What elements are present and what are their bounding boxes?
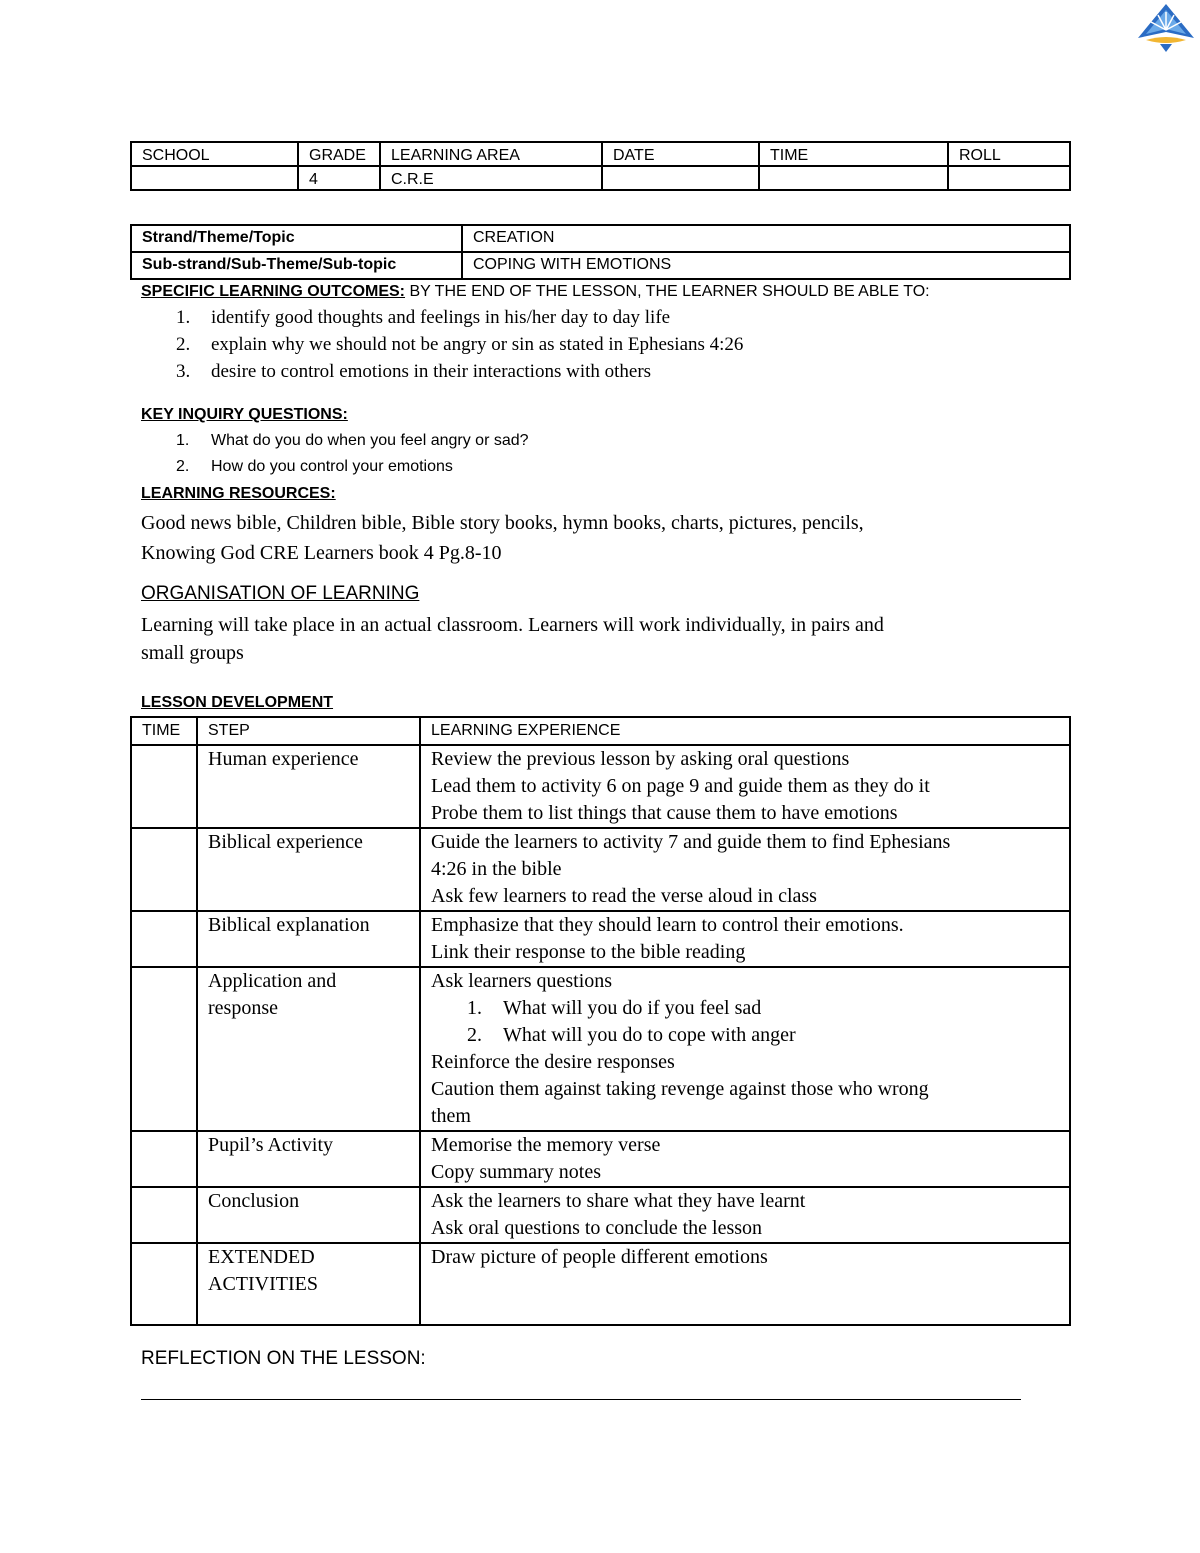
organisation-line: Learning will take place in an actual classroom. Learners will work individually, in pairs and — [141, 614, 884, 636]
col-time-header: TIME — [131, 717, 197, 745]
experience-line: Ask learners questions — [431, 970, 613, 992]
experience-line: Memorise the memory verse — [431, 1134, 661, 1156]
value-grade: 4 — [298, 166, 380, 190]
experience-cell — [420, 1243, 1070, 1325]
experience-line: Lead them to activity 6 on page 9 and guide them as they do it — [431, 775, 930, 797]
experience-line: 4:26 in the bible — [431, 858, 562, 880]
step-cell — [197, 967, 420, 1131]
step-cell — [197, 911, 420, 967]
step-label: Application and — [208, 970, 337, 992]
time-cell — [131, 828, 197, 911]
outcomes-heading: SPECIFIC LEARNING OUTCOMES: — [141, 283, 406, 300]
experience-line: Guide the learners to activity 7 and guide them to find Ephesians — [431, 831, 951, 853]
table-row — [131, 911, 1070, 967]
question-number: 2. — [467, 1024, 482, 1046]
header-time: TIME — [759, 142, 948, 166]
inquiry-number: 1. — [176, 432, 190, 449]
step-label: Pupil’s Activity — [208, 1134, 334, 1156]
experience-line: Ask the learners to share what they have learnt — [431, 1190, 806, 1212]
substrand-value: COPING WITH EMOTIONS — [462, 252, 1070, 279]
outcome-number: 1. — [176, 307, 191, 328]
experience-cell — [420, 828, 1070, 911]
outcome-number: 2. — [176, 334, 191, 355]
experience-line: Draw picture of people different emotions — [431, 1246, 768, 1268]
experience-cell — [420, 1131, 1070, 1187]
strand-label: Strand/Theme/Topic — [131, 225, 462, 252]
resources-heading: LEARNING RESOURCES: — [141, 485, 336, 502]
step-label: Human experience — [208, 748, 359, 770]
time-cell — [131, 1187, 197, 1243]
step-label: ACTIVITIES — [208, 1273, 318, 1295]
time-cell — [131, 911, 197, 967]
outcome-item: desire to control emotions in their interactions with others — [211, 361, 652, 382]
col-exp-header: LEARNING EXPERIENCE — [420, 717, 1070, 745]
step-label: response — [208, 997, 278, 1019]
question-item — [431, 1022, 1069, 1049]
resources-line: Good news bible, Children bible, Bible story books, hymn books, charts, pictures, pencils, — [141, 512, 864, 534]
step-cell — [197, 745, 420, 828]
experience-line: Ask oral questions to conclude the lesson — [431, 1217, 763, 1239]
table-row — [131, 745, 1070, 828]
outcome-item: explain why we should not be angry or sin as stated in Ephesians 4:26 — [211, 334, 744, 355]
table-row — [131, 828, 1070, 911]
question-text: What will you do to cope with anger — [503, 1024, 796, 1046]
value-roll — [948, 166, 1070, 190]
value-date — [602, 166, 759, 190]
experience-line: Ask few learners to read the verse aloud in class — [431, 885, 817, 907]
experience-line: Link their response to the bible reading — [431, 941, 746, 963]
experience-line: Probe them to list things that cause them to have emotions — [431, 802, 898, 824]
experience-line: Reinforce the desire responses — [431, 1051, 675, 1073]
time-cell — [131, 1243, 197, 1325]
organisation-text — [141, 611, 884, 667]
reflection-line — [141, 1399, 1021, 1400]
inquiry-heading: KEY INQUIRY QUESTIONS: — [141, 406, 348, 423]
step-cell — [197, 1187, 420, 1243]
question-number: 1. — [467, 997, 482, 1019]
experience-line: Emphasize that they should learn to control their emotions. — [431, 914, 904, 936]
resources-text — [141, 508, 864, 568]
topic-table — [130, 224, 1071, 280]
col-step-header: STEP — [197, 717, 420, 745]
inquiry-number: 2. — [176, 458, 190, 475]
question-item — [431, 995, 1069, 1022]
header-school: SCHOOL — [131, 142, 298, 166]
experience-line: Copy summary notes — [431, 1161, 601, 1183]
value-learning-area: C.R.E — [380, 166, 602, 190]
lesson-heading: LESSON DEVELOPMENT — [141, 694, 334, 711]
step-label: Biblical experience — [208, 831, 363, 853]
outcomes-heading-line — [141, 283, 930, 301]
header-roll: ROLL — [948, 142, 1070, 166]
step-cell — [197, 1131, 420, 1187]
strand-value: CREATION — [462, 225, 1070, 252]
time-cell — [131, 967, 197, 1131]
question-text: What will you do if you feel sad — [503, 997, 762, 1019]
header-date: DATE — [602, 142, 759, 166]
time-cell — [131, 1131, 197, 1187]
inquiry-item: What do you do when you feel angry or sad? — [211, 432, 529, 449]
experience-cell — [420, 967, 1070, 1131]
table-row — [131, 1243, 1070, 1325]
lesson-table — [130, 716, 1071, 1326]
resources-line: Knowing God CRE Learners book 4 Pg.8-10 — [141, 542, 502, 564]
outcome-number: 3. — [176, 361, 191, 382]
outcome-item: identify good thoughts and feelings in his/her day to day life — [211, 307, 671, 328]
table-row — [131, 1187, 1070, 1243]
step-label: Biblical explanation — [208, 914, 370, 936]
inquiry-item: How do you control your emotions — [211, 458, 453, 475]
value-school — [131, 166, 298, 190]
reflection-label: REFLECTION ON THE LESSON: — [141, 1348, 426, 1369]
organisation-heading: ORGANISATION OF LEARNING — [141, 583, 420, 604]
header-table — [130, 141, 1071, 191]
table-row — [131, 967, 1070, 1131]
organisation-line: small groups — [141, 642, 244, 664]
crest-logo-icon — [1136, 2, 1196, 54]
experience-cell — [420, 745, 1070, 828]
experience-cell — [420, 1187, 1070, 1243]
experience-line: Caution them against taking revenge against those who wrong — [431, 1078, 929, 1100]
substrand-label: Sub-strand/Sub-Theme/Sub-topic — [131, 252, 462, 279]
step-label: Conclusion — [208, 1190, 300, 1212]
experience-cell — [420, 911, 1070, 967]
outcomes-heading-rest: BY THE END OF THE LESSON, THE LEARNER SHOULD BE ABLE TO: — [405, 283, 930, 300]
step-label: EXTENDED — [208, 1246, 315, 1268]
time-cell — [131, 745, 197, 828]
step-cell — [197, 828, 420, 911]
header-learning-area: LEARNING AREA — [380, 142, 602, 166]
step-cell — [197, 1243, 420, 1325]
table-row — [131, 1131, 1070, 1187]
experience-line: Review the previous lesson by asking oral questions — [431, 748, 850, 770]
experience-line: them — [431, 1105, 471, 1127]
header-grade: GRADE — [298, 142, 380, 166]
value-time — [759, 166, 948, 190]
